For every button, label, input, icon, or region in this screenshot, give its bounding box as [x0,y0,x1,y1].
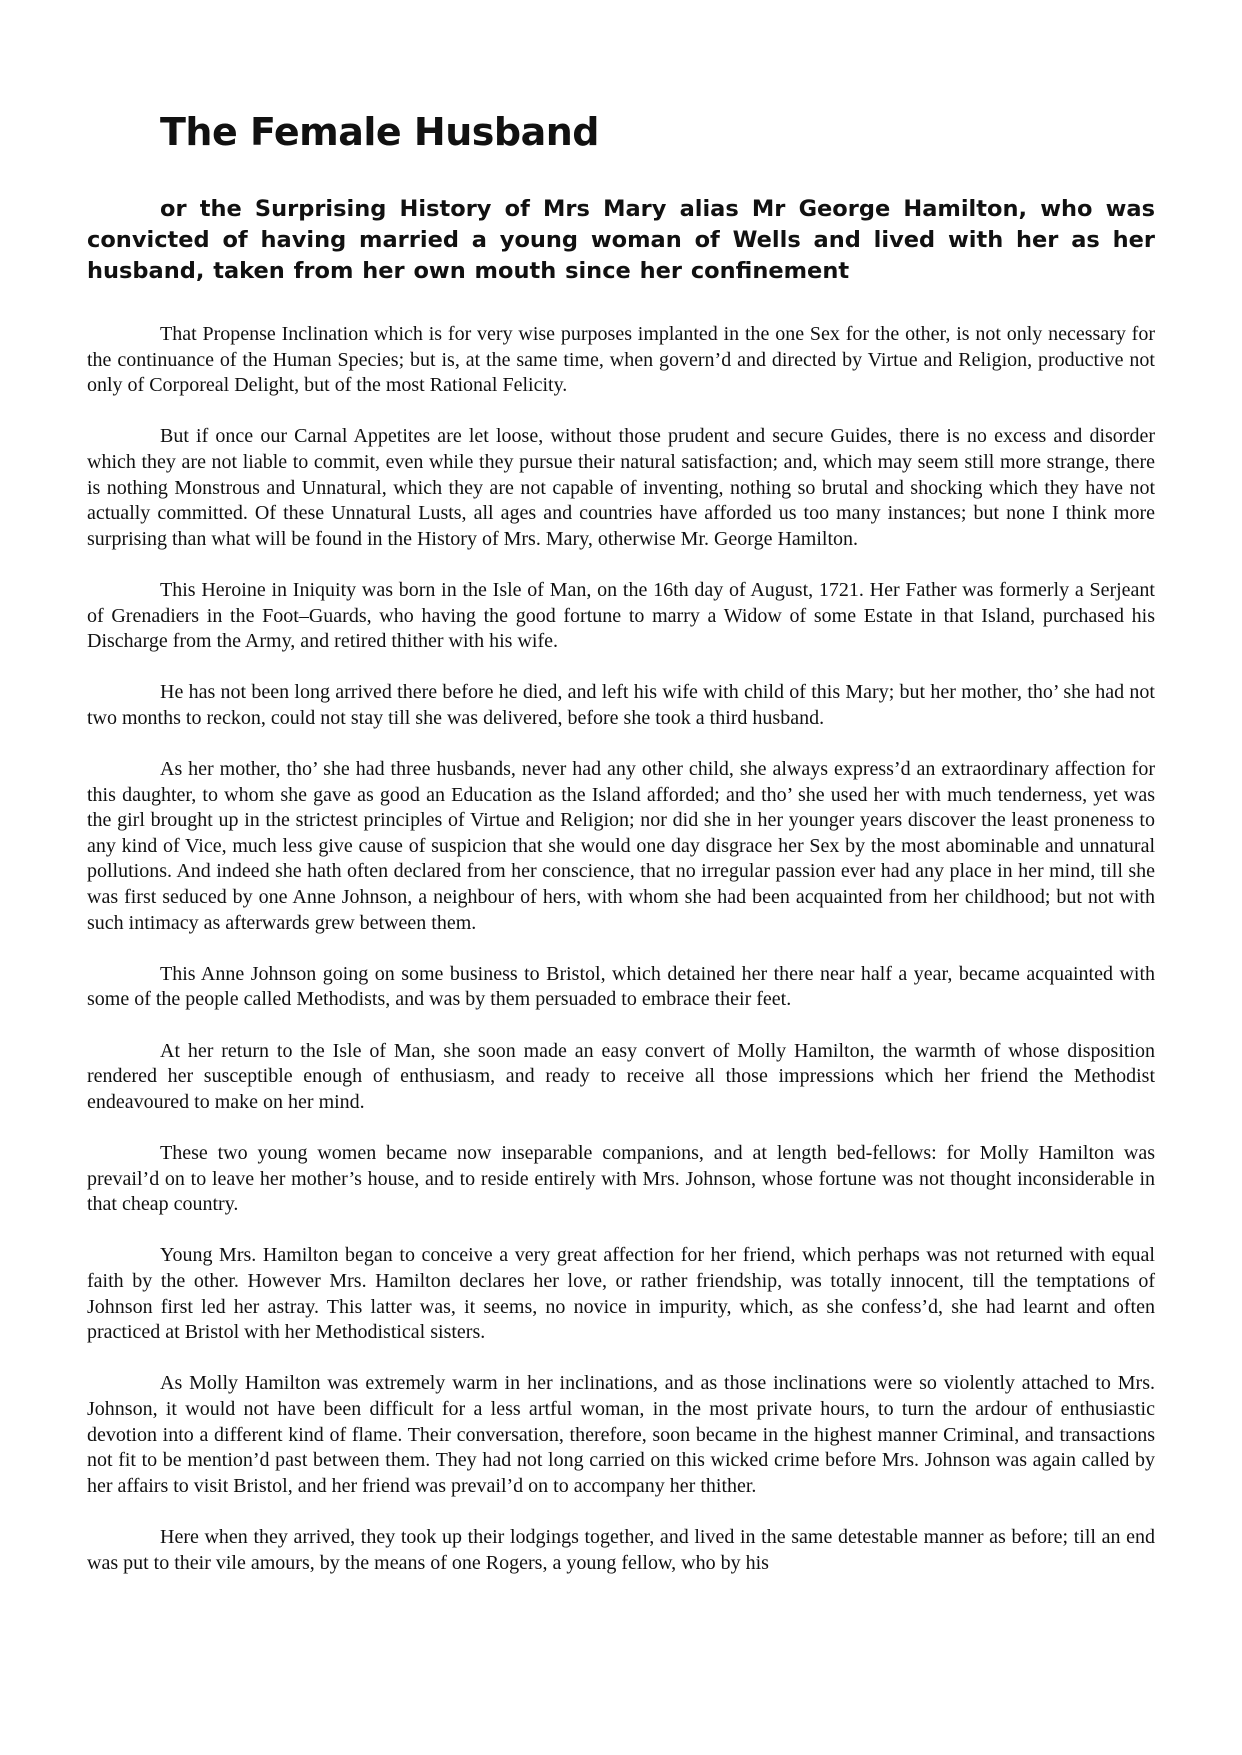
paragraph-5: As her mother, tho’ she had three husbands, never had any other child, she always express’d an extraordinary affection for this daughter, to whom she gave as good an Education as the Island afforded; and tho’ she used her with much tenderness, yet was the girl brought up in the strictest principles of Virtue and Religion; nor did she in her younger years discover the least proneness to any kind of Vice, much less give cause of suspicion that she would one day disgrace her Sex by the most abominable and unnatural pollutions. And indeed she hath often declared from her conscience, that no irregular passion ever had any place in her mind, till she was first seduced by one Anne Johnson, a neighbour of hers, with whom she had been acquainted from her childhood; but not with such intimacy as afterwards grew between them. [87,758,1155,934]
paragraph-9: Young Mrs. Hamilton began to conceive a very great affection for her friend, which perhaps was not returned with equal faith by the other. However Mrs. Hamilton declares her love, or rather friendship, was totally innocent, till the temptations of Johnson first led her astray. This latter was, it seems, no novice in impurity, which, as she confess’d, she had learnt and often practiced at Bristol with her Methodistical sisters. [87,1244,1155,1344]
paragraph-3: This Heroine in Iniquity was born in the Isle of Man, on the 16th day of August, 1721. Her Father was formerly a Serjeant of Grenadiers in the Foot–Guards, who having the good fortune to marry a Widow of some Estate in that Island, purchased his Discharge from the Army, and retired thither with his wife. [87,578,1155,653]
document-page [87,105,1155,1576]
paragraph-4: He has not been long arrived there before he died, and left his wife with child of this Mary; but her mother, tho’ she had not two months to reckon, could not stay till she was delivered, before she took a third husband. [87,681,1155,729]
paragraph-7: At her return to the Isle of Man, she soon made an easy convert of Molly Hamilton, the warmth of whose disposition rendered her susceptible enough of enthusiasm, and ready to receive all those impressions which her friend the Methodist endeavoured to make on her mind. [87,1039,1155,1113]
paragraph-8: These two young women became now inseparable companions, and at length bed-fellows: for Molly Hamilton was prevail’d on to leave her mother’s house, and to reside entirely with Mrs. Johnson, whose fortune was not thought inconsiderable in that cheap country. [87,1142,1155,1216]
paragraph-6: This Anne Johnson going on some business to Bristol, which detained her there near half a year, became acquainted with some of the people called Methodists, and was by them persuaded to embrace their feet. [87,962,1155,1011]
paragraph-11: Here when they arrived, they took up their lodgings together, and lived in the same detestable manner as before; till an end was put to their vile amours, by the means of one Rogers, a young fellow, who by his [87,1525,1155,1574]
paragraph-2: But if once our Carnal Appetites are let loose, without those prudent and secure Guides, there is no excess and disorder which they are not liable to commit, even while they pursue their natural satisfaction; and, which may seem still more strange, there is nothing Monstrous and Unnatural, which they are not capable of inventing, nothing so brutal and shocking which they have not actually committed. Of these Unnatural Lusts, all ages and countries have afforded us too many instances; but none I think more surprising than what will be found in the History of Mrs. Mary, otherwise Mr. George Hamilton. [87,425,1155,550]
paragraph-1: That Propense Inclination which is for very wise purposes implanted in the one Sex for the other, is not only necessary for the continuance of the Human Species; but is, at the same time, when govern’d and directed by Virtue and Religion, productive not only of Corporeal Delight, but of the most Rational Felicity. [87,323,1155,397]
paragraph-10: As Molly Hamilton was extremely warm in her inclinations, and as those inclinations were so violently attached to Mrs. Johnson, it would not have been difficult for a less artful woman, in the most private hours, to turn the ardour of enthusiastic devotion into a different kind of flame. Their conversation, therefore, soon became in the highest manner Criminal, and transactions not fit to be mention’d past between them. They had not long carried on this wicked crime before Mrs. Johnson was again called by her affairs to visit Bristol, and her friend was prevail’d on to accompany her thither. [87,1372,1155,1497]
document-body [87,322,1155,1576]
document-subtitle: or the Surprising History of Mrs Mary alias Mr George Hamilton, who was convicted of having married a young woman of Wells and lived with her as her husband, taken from her own mouth since her confinement [87,196,1155,284]
document-title: The Female Husband [160,110,600,154]
